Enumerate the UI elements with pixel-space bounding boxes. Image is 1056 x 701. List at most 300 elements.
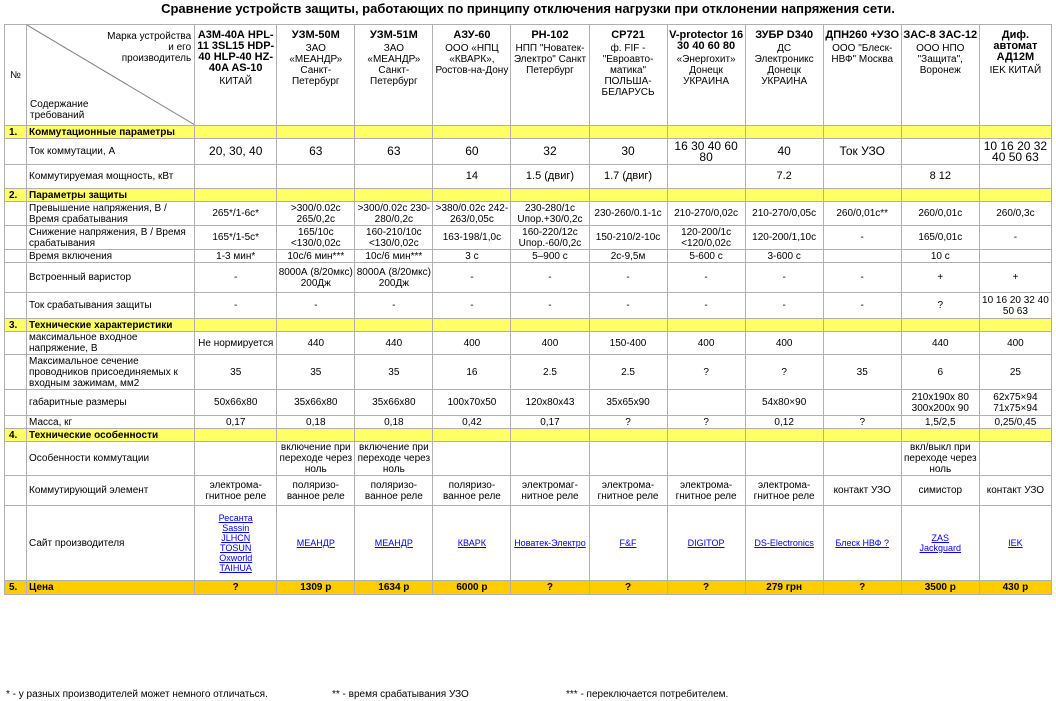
section-fill [511, 319, 589, 332]
manufacturer-link[interactable]: МЕАНДР [296, 538, 335, 548]
table-cell: 120-200/1,10с [745, 226, 823, 250]
table-cell: электрома-гнитное реле [195, 476, 277, 506]
section-fill [667, 429, 745, 442]
device-maker: IEK КИТАЙ [989, 65, 1042, 76]
device-name: CP721 [611, 29, 645, 41]
table-cell: 260/0,3с [979, 202, 1051, 226]
table-cell: 10 16 20 32 40 50 63 [979, 293, 1051, 319]
number-header: № [5, 25, 27, 126]
section-fill [745, 429, 823, 442]
manufacturer-link[interactable]: МЕАНДР [374, 538, 413, 548]
section-fill [823, 429, 901, 442]
table-cell [511, 442, 589, 476]
table-cell: >380/0.02с 242-263/0,05с [433, 202, 511, 226]
table-cell: электромаг-нитное реле [511, 476, 589, 506]
table-row [5, 139, 1052, 165]
table-row [5, 250, 1052, 263]
section-fill [355, 319, 433, 332]
device-header [745, 25, 823, 126]
manufacturer-link[interactable]: Новатек-Электро [514, 538, 586, 548]
manufacturer-site-cell [195, 506, 277, 581]
device-header [355, 25, 433, 126]
row-label: Сайт производителя [27, 506, 195, 581]
device-header [195, 25, 277, 126]
table-cell: >300/0.02с 265/0,2с [277, 202, 355, 226]
device-maker: НПП "Новатек-Электро" Санкт Петербург [513, 43, 587, 76]
row-number [5, 263, 27, 293]
table-cell: ? [667, 581, 745, 595]
section-number: 4. [5, 429, 27, 442]
device-maker: ЗАО «МЕАНДР» Санкт-Петербург [367, 43, 421, 87]
device-name: АЗУ-60 [453, 29, 491, 41]
section-fill [589, 126, 667, 139]
table-cell: 40 [745, 139, 823, 165]
device-header [277, 25, 355, 126]
table-row [5, 390, 1052, 416]
table-cell: 10с/6 мин*** [355, 250, 433, 263]
row-number [5, 165, 27, 189]
section-fill [195, 126, 277, 139]
table-cell: 10с/6 мин*** [277, 250, 355, 263]
section-title: Коммутационные параметры [27, 126, 195, 139]
table-cell: + [979, 263, 1051, 293]
manufacturer-site-cell [355, 506, 433, 581]
table-cell: 50х66х80 [195, 390, 277, 416]
table-cell [979, 442, 1051, 476]
table-cell: 35х66х80 [277, 390, 355, 416]
table-cell: электрома-гнитное реле [745, 476, 823, 506]
table-cell [823, 390, 901, 416]
table-cell: 25 [979, 355, 1051, 390]
table-cell: >300/0.02с 230-280/0,2с [355, 202, 433, 226]
row-number [5, 250, 27, 263]
section-number: 2. [5, 189, 27, 202]
table-cell: ? [901, 293, 979, 319]
table-cell: - [745, 293, 823, 319]
table-cell: 6000 р [433, 581, 511, 595]
row-label: Снижение напряжения, В / Время срабатывания [27, 226, 195, 250]
table-cell: 5-600 с [667, 250, 745, 263]
section-fill [745, 189, 823, 202]
section-title: Технические особенности [27, 429, 195, 442]
table-cell: 400 [667, 332, 745, 355]
page-title: Сравнение устройств защиты, работающих по принципу отключения нагрузки при отклонении напряжения сети. [161, 1, 895, 16]
header-row [5, 25, 1052, 126]
section-fill [355, 126, 433, 139]
section-fill [277, 126, 355, 139]
table-cell: 35 [823, 355, 901, 390]
device-name: УЗМ-51М [369, 29, 418, 41]
manufacturer-link[interactable]: Sassin [222, 523, 250, 533]
manufacturer-link[interactable]: TOSUN [220, 543, 252, 553]
requirements-header [27, 25, 195, 126]
table-cell: 0,18 [277, 416, 355, 429]
table-row [5, 416, 1052, 429]
device-maker: ООО "Блеск-НВФ" Москва [831, 43, 894, 65]
manufacturer-site-cell [901, 506, 979, 581]
section-fill [433, 429, 511, 442]
section-fill [667, 319, 745, 332]
section-fill [195, 189, 277, 202]
section-fill [277, 429, 355, 442]
table-cell: вкл/выкл при переходе через ноль [901, 442, 979, 476]
comparison-table [4, 24, 1052, 595]
table-cell: 400 [979, 332, 1051, 355]
table-cell: ? [667, 355, 745, 390]
table-cell: электрома-гнитное реле [667, 476, 745, 506]
section-fill [511, 126, 589, 139]
table-cell: 210х190х 80 300х200х 90 [901, 390, 979, 416]
manufacturer-link[interactable]: ZAS [931, 533, 950, 543]
table-cell: - [979, 226, 1051, 250]
table-cell: 440 [901, 332, 979, 355]
manufacturer-link[interactable]: TAIHUA [219, 563, 252, 573]
manufacturer-link[interactable]: КВАРК [457, 538, 486, 548]
row-label: Превышение напряжения, В / Время срабатывания [27, 202, 195, 226]
section-fill [901, 429, 979, 442]
table-cell [823, 250, 901, 263]
table-cell [823, 442, 901, 476]
device-header [433, 25, 511, 126]
manufacturer-link[interactable]: IEK [1008, 538, 1023, 548]
section-row [5, 319, 1052, 332]
section-title: Параметры защиты [27, 189, 195, 202]
table-cell: 63 [355, 139, 433, 165]
device-header [979, 25, 1051, 126]
manufacturer-link[interactable]: Блеск НВФ ? [835, 538, 889, 548]
section-number: 3. [5, 319, 27, 332]
table-cell: 2.5 [589, 355, 667, 390]
table-cell: 35 [355, 355, 433, 390]
table-cell: 8 12 [901, 165, 979, 189]
table-cell: - [667, 263, 745, 293]
section-row [5, 429, 1052, 442]
table-cell: 0,25/0,45 [979, 416, 1051, 429]
table-cell: симистор [901, 476, 979, 506]
table-cell: 265*/1-6с* [195, 202, 277, 226]
manufacturer-link[interactable]: Jackguard [919, 543, 962, 553]
device-maker: ДС Электроникс Донецк УКРАИНА [754, 43, 814, 87]
section-fill [823, 189, 901, 202]
row-number [5, 139, 27, 165]
table-cell: ? [823, 581, 901, 595]
section-fill [511, 189, 589, 202]
table-cell: 1634 р [355, 581, 433, 595]
table-cell: поляризо-ванное реле [433, 476, 511, 506]
table-cell: 1309 р [277, 581, 355, 595]
manufacturer-site-cell [979, 506, 1051, 581]
device-header [511, 25, 589, 126]
table-cell: 0,12 [745, 416, 823, 429]
footnote-2: ** - время срабатывания УЗО [332, 689, 469, 700]
table-cell: 165/10с <130/0,02с [277, 226, 355, 250]
table-cell: 230-280/1с Uпор.+30/0,2с [511, 202, 589, 226]
device-maker: «Энергохит» Донецк УКРАИНА [676, 54, 736, 87]
table-cell: 30 [589, 139, 667, 165]
section-fill [433, 126, 511, 139]
table-cell: 230-260/0.1-1с [589, 202, 667, 226]
section-fill [277, 319, 355, 332]
device-name: V-protector 16 30 40 60 80 [669, 29, 744, 52]
table-row [5, 476, 1052, 506]
device-brand-label: Марка устройства и его производитель [107, 31, 192, 64]
table-cell: 7.2 [745, 165, 823, 189]
table-cell: - [589, 263, 667, 293]
section-fill [979, 429, 1051, 442]
row-label: Коммутируемая мощность, кВт [27, 165, 195, 189]
table-cell: - [823, 293, 901, 319]
table-row [5, 202, 1052, 226]
section-fill [979, 319, 1051, 332]
table-cell: 1.5 (двиг) [511, 165, 589, 189]
row-number [5, 442, 27, 476]
table-cell: 150-210/2-10с [589, 226, 667, 250]
section-fill [745, 126, 823, 139]
table-cell: электрома-гнитное реле [589, 476, 667, 506]
table-cell: 16 [433, 355, 511, 390]
device-maker: ф. FIF - "Евроавто-матика" ПОЛЬША-БЕЛАРУСЬ [601, 43, 655, 98]
row-number [5, 226, 27, 250]
table-cell [979, 165, 1051, 189]
section-title: Технические характеристики [27, 319, 195, 332]
table-cell: 0,17 [195, 416, 277, 429]
device-header [823, 25, 901, 126]
footnote-3: *** - переключается потребителем. [566, 689, 729, 700]
table-cell: ? [823, 416, 901, 429]
row-label: максимальное входное напряжение, В [27, 332, 195, 355]
table-row [5, 442, 1052, 476]
table-cell [823, 165, 901, 189]
table-cell: 150-400 [589, 332, 667, 355]
footnotes [6, 689, 1050, 701]
table-cell: 10 16 20 32 40 50 63 [979, 139, 1051, 165]
table-cell: - [823, 263, 901, 293]
table-cell: 430 р [979, 581, 1051, 595]
table-cell: 35х65х90 [589, 390, 667, 416]
table-cell: - [433, 263, 511, 293]
table-cell: 279 грн [745, 581, 823, 595]
row-label: Ток срабатывания защиты [27, 293, 195, 319]
manufacturer-site-cell [745, 506, 823, 581]
table-cell: - [195, 293, 277, 319]
table-cell: 1-3 мин* [195, 250, 277, 263]
table-row [5, 506, 1052, 581]
table-cell: 10 с [901, 250, 979, 263]
section-fill [433, 319, 511, 332]
table-cell: 260/0,01с** [823, 202, 901, 226]
row-number [5, 293, 27, 319]
device-name: РН-102 [531, 29, 569, 41]
table-cell: Ток УЗО [823, 139, 901, 165]
table-cell: 0,17 [511, 416, 589, 429]
manufacturer-site-cell [277, 506, 355, 581]
footnote-1: * - у разных производителей может немного отличаться. [6, 689, 268, 700]
table-cell: - [195, 263, 277, 293]
section-fill [667, 189, 745, 202]
table-cell: 165/0,01с [901, 226, 979, 250]
table-cell: 2с-9,5м [589, 250, 667, 263]
device-name: ЗАС-8 ЗАС-12 [903, 29, 978, 41]
manufacturer-site-cell [823, 506, 901, 581]
table-cell: 16 30 40 60 80 [667, 139, 745, 165]
row-number [5, 355, 27, 390]
row-number [5, 202, 27, 226]
table-cell: поляризо-ванное реле [277, 476, 355, 506]
table-cell: 3 с [433, 250, 511, 263]
table-cell: контакт УЗО [823, 476, 901, 506]
table-cell: поляризо-ванное реле [355, 476, 433, 506]
manufacturer-site-cell [433, 506, 511, 581]
table-cell: 32 [511, 139, 589, 165]
table-cell: 160-210/10с <130/0,02с [355, 226, 433, 250]
section-fill [745, 319, 823, 332]
table-cell: ? [195, 581, 277, 595]
section-fill [667, 126, 745, 139]
table-cell [277, 165, 355, 189]
table-cell: 100х70х50 [433, 390, 511, 416]
row-label: Ток коммутации, А [27, 139, 195, 165]
table-cell: включение при переходе через ноль [355, 442, 433, 476]
section-fill [901, 126, 979, 139]
table-cell: 62х75×94 71х75×94 [979, 390, 1051, 416]
table-row [5, 226, 1052, 250]
table-cell [667, 165, 745, 189]
section-fill [355, 429, 433, 442]
manufacturer-link[interactable]: JLHCN [221, 533, 251, 543]
table-cell: + [901, 263, 979, 293]
section-fill [355, 189, 433, 202]
table-cell: ? [589, 416, 667, 429]
price-row [5, 581, 1052, 595]
table-cell: - [745, 263, 823, 293]
table-cell: 3-600 с [745, 250, 823, 263]
table-cell: - [823, 226, 901, 250]
table-cell: 400 [745, 332, 823, 355]
section-fill [589, 319, 667, 332]
table-cell [195, 442, 277, 476]
table-cell: 14 [433, 165, 511, 189]
table-row [5, 263, 1052, 293]
table-cell: 63 [277, 139, 355, 165]
table-row [5, 293, 1052, 319]
row-label: Особенности коммутации [27, 442, 195, 476]
table-cell [745, 442, 823, 476]
table-cell: 2.5 [511, 355, 589, 390]
table-cell: 260/0,01с [901, 202, 979, 226]
table-cell: включение при переходе через ноль [277, 442, 355, 476]
table-cell: 35 [195, 355, 277, 390]
table-cell: 210-270/0,02с [667, 202, 745, 226]
row-label: Цена [27, 581, 195, 595]
section-fill [195, 319, 277, 332]
section-row [5, 189, 1052, 202]
table-row [5, 332, 1052, 355]
table-cell: контакт УЗО [979, 476, 1051, 506]
table-cell: 165*/1-5с* [195, 226, 277, 250]
table-cell: ? [745, 355, 823, 390]
row-label: Масса, кг [27, 416, 195, 429]
section-number: 1. [5, 126, 27, 139]
section-fill [823, 319, 901, 332]
table-cell: 8000А (8/20мкс) 200Дж [355, 263, 433, 293]
row-label: Время включения [27, 250, 195, 263]
table-cell: 3500 р [901, 581, 979, 595]
device-name: Диф. автомат АД12М [993, 29, 1038, 63]
table-cell: - [433, 293, 511, 319]
row-label: Максимальное сечение проводников присоединяемых к входным зажимам, мм2 [27, 355, 195, 390]
section-fill [589, 189, 667, 202]
table-cell: - [511, 293, 589, 319]
table-cell [667, 442, 745, 476]
device-maker: ООО «НПЦ «КВАРК», Ростов-на-Дону [435, 43, 509, 76]
table-cell: ? [589, 581, 667, 595]
manufacturer-link[interactable]: Oxworld [219, 553, 253, 563]
device-header [901, 25, 979, 126]
device-name: УЗМ-50М [291, 29, 340, 41]
table-cell: 5–900 с [511, 250, 589, 263]
table-cell: - [355, 293, 433, 319]
table-cell: 120х80х43 [511, 390, 589, 416]
row-label: габаритные размеры [27, 390, 195, 416]
content-label: Содержание требований [30, 99, 89, 121]
device-maker: ООО НПО "Защита", Воронеж [916, 43, 965, 76]
section-row [5, 126, 1052, 139]
table-cell: 160-220/12с Uпор.-60/0,2с [511, 226, 589, 250]
section-fill [511, 429, 589, 442]
row-number [5, 476, 27, 506]
table-cell: 400 [433, 332, 511, 355]
table-cell: 440 [355, 332, 433, 355]
table-cell [667, 390, 745, 416]
row-number [5, 332, 27, 355]
table-cell [589, 442, 667, 476]
manufacturer-site-cell [667, 506, 745, 581]
table-cell [823, 332, 901, 355]
table-cell [433, 442, 511, 476]
table-cell: 54х80×90 [745, 390, 823, 416]
table-cell: 120-200/1с <120/0,02с [667, 226, 745, 250]
manufacturer-link[interactable]: DS-Electronics [754, 538, 814, 548]
table-cell: 440 [277, 332, 355, 355]
section-fill [823, 126, 901, 139]
device-name: ЗУБР D340 [755, 29, 814, 41]
table-cell: ? [667, 416, 745, 429]
table-row [5, 165, 1052, 189]
table-cell: 1,5/2,5 [901, 416, 979, 429]
manufacturer-link[interactable]: F&F [619, 538, 637, 548]
section-fill [589, 429, 667, 442]
table-cell: 210-270/0,05с [745, 202, 823, 226]
section-fill [433, 189, 511, 202]
device-maker: КИТАЙ [219, 76, 253, 87]
manufacturer-site-cell [511, 506, 589, 581]
table-cell: 1.7 (двиг) [589, 165, 667, 189]
section-fill [195, 429, 277, 442]
row-number [5, 506, 27, 581]
table-cell [195, 165, 277, 189]
table-cell [355, 165, 433, 189]
table-cell: 20, 30, 40 [195, 139, 277, 165]
table-cell: - [277, 293, 355, 319]
table-cell: 35 [277, 355, 355, 390]
table-cell: 6 [901, 355, 979, 390]
table-cell: - [667, 293, 745, 319]
manufacturer-link[interactable]: Ресанта [218, 513, 253, 523]
device-header [667, 25, 745, 126]
manufacturer-link[interactable]: DIGITOP [687, 538, 725, 548]
section-fill [277, 189, 355, 202]
device-name: ДПН260 +УЗО [825, 29, 900, 41]
